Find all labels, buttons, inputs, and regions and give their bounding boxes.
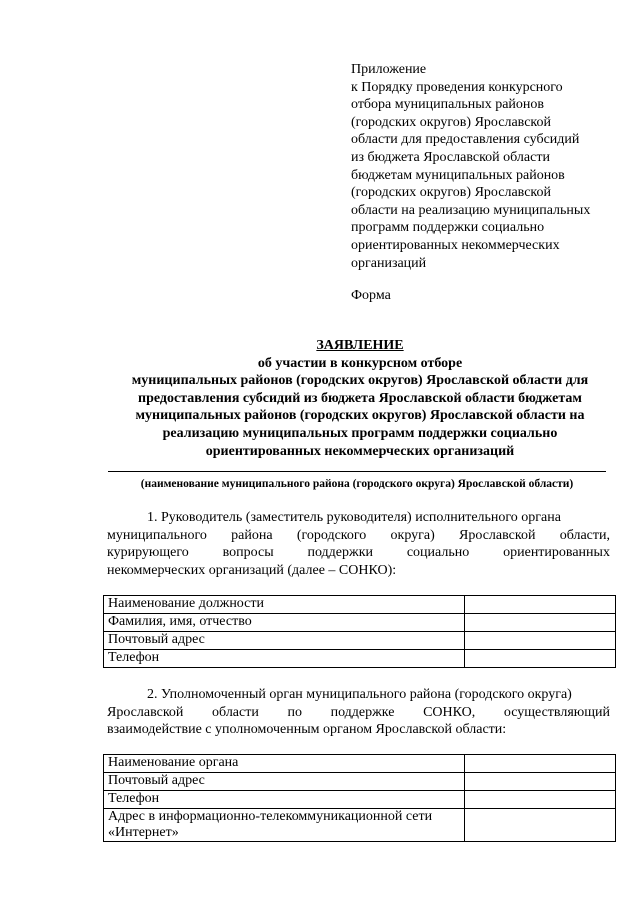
section-1-text — [107, 509, 610, 579]
appendix-line: отбора муниципальных районов — [351, 97, 545, 113]
title-main: ЗАЯВЛЕНИЕ — [316, 338, 404, 353]
word: социально — [406, 545, 470, 561]
title-line: муниципальных районов (городских округов) Ярославской области на — [135, 408, 585, 424]
row-value-field[interactable] — [465, 614, 616, 632]
word: округа) — [390, 527, 435, 543]
row-label: Почтовый адрес — [104, 773, 465, 791]
section-2-table — [103, 754, 616, 842]
document-title — [96, 337, 624, 460]
paragraph-line: взаимодействие с уполномоченным органом Ярославской области: — [107, 722, 507, 738]
word: курирующего — [107, 545, 189, 561]
paragraph-line — [107, 544, 610, 562]
table-row — [104, 596, 616, 614]
paragraph-line: 1. Руководитель (заместитель руководителя) исполнительного органа — [147, 510, 561, 525]
title-line: предоставления субсидий из бюджета Ярославской области бюджетам — [138, 390, 582, 406]
word: области — [212, 704, 259, 720]
row-label: Наименование должности — [104, 596, 465, 614]
section-1-table — [103, 595, 616, 668]
row-label — [104, 809, 465, 842]
appendix-line: к Порядку проведения конкурсного — [351, 79, 563, 95]
word: Ярославской — [459, 527, 536, 543]
appendix-line: области для предоставления субсидий — [351, 132, 580, 148]
appendix-block — [351, 61, 621, 272]
word: поддержке — [330, 704, 395, 720]
row-value-field[interactable] — [465, 773, 616, 791]
appendix-line: ориентированных некоммерческих — [351, 237, 560, 253]
section-2-text — [107, 686, 610, 739]
table-row — [104, 791, 616, 809]
word: (городского — [296, 527, 367, 543]
row-value-field[interactable] — [465, 755, 616, 773]
row-label-line: Адрес в информационно-телекоммуникационной сети — [108, 809, 433, 824]
word: поддержки — [307, 545, 373, 561]
row-label: Почтовый адрес — [104, 632, 465, 650]
table-row — [104, 614, 616, 632]
table-row — [104, 632, 616, 650]
appendix-line: Приложение — [351, 62, 427, 77]
title-line: муниципальных районов (городских округов) Ярославской области для — [131, 373, 589, 389]
appendix-line: программ поддержки социально — [351, 220, 545, 236]
row-value-field[interactable] — [465, 596, 616, 614]
word: вопросы — [222, 545, 274, 561]
paragraph-line — [107, 527, 610, 545]
word: осуществляющий — [503, 704, 610, 720]
title-line: ориентированных некоммерческих организаций — [205, 443, 515, 459]
word: ориентированных — [503, 545, 610, 561]
paragraph-line: 2. Уполномоченный орган муниципального района (городского округа) — [147, 687, 572, 702]
appendix-line: области на реализацию муниципальных — [351, 202, 591, 218]
word: СОНКО, — [423, 704, 476, 720]
appendix-line: (городских округов) Ярославской — [351, 185, 551, 201]
table-row — [104, 809, 616, 842]
title-line: реализацию муниципальных программ поддержки социально — [162, 425, 558, 441]
row-value-field[interactable] — [465, 809, 616, 842]
table-row — [104, 755, 616, 773]
appendix-line: бюджетам муниципальных районов — [351, 167, 565, 183]
table-row — [104, 773, 616, 791]
form-label: Форма — [351, 288, 391, 303]
municipality-name-line[interactable] — [108, 471, 606, 472]
word: муниципального — [107, 527, 207, 543]
paragraph-line — [107, 704, 610, 722]
word: по — [287, 704, 302, 720]
row-value-field[interactable] — [465, 632, 616, 650]
row-label: Наименование органа — [104, 755, 465, 773]
word: области, — [559, 527, 610, 543]
row-label-line: «Интернет» — [108, 825, 179, 840]
title-line: об участии в конкурсном отборе — [257, 355, 463, 371]
row-label: Телефон — [104, 650, 465, 668]
appendix-line: организаций — [351, 255, 427, 271]
paragraph-line: некоммерческих организаций (далее – СОНКО): — [107, 562, 397, 578]
word: Ярославской — [107, 704, 184, 720]
municipality-caption: (наименование муниципального района (городского округа) Ярославской области) — [140, 478, 574, 490]
appendix-line: (городских округов) Ярославской — [351, 114, 551, 130]
row-label: Фамилия, имя, отчество — [104, 614, 465, 632]
table-row — [104, 650, 616, 668]
row-value-field[interactable] — [465, 650, 616, 668]
row-value-field[interactable] — [465, 791, 616, 809]
word: района — [231, 527, 273, 543]
appendix-line: из бюджета Ярославской области — [351, 149, 550, 165]
row-label: Телефон — [104, 791, 465, 809]
